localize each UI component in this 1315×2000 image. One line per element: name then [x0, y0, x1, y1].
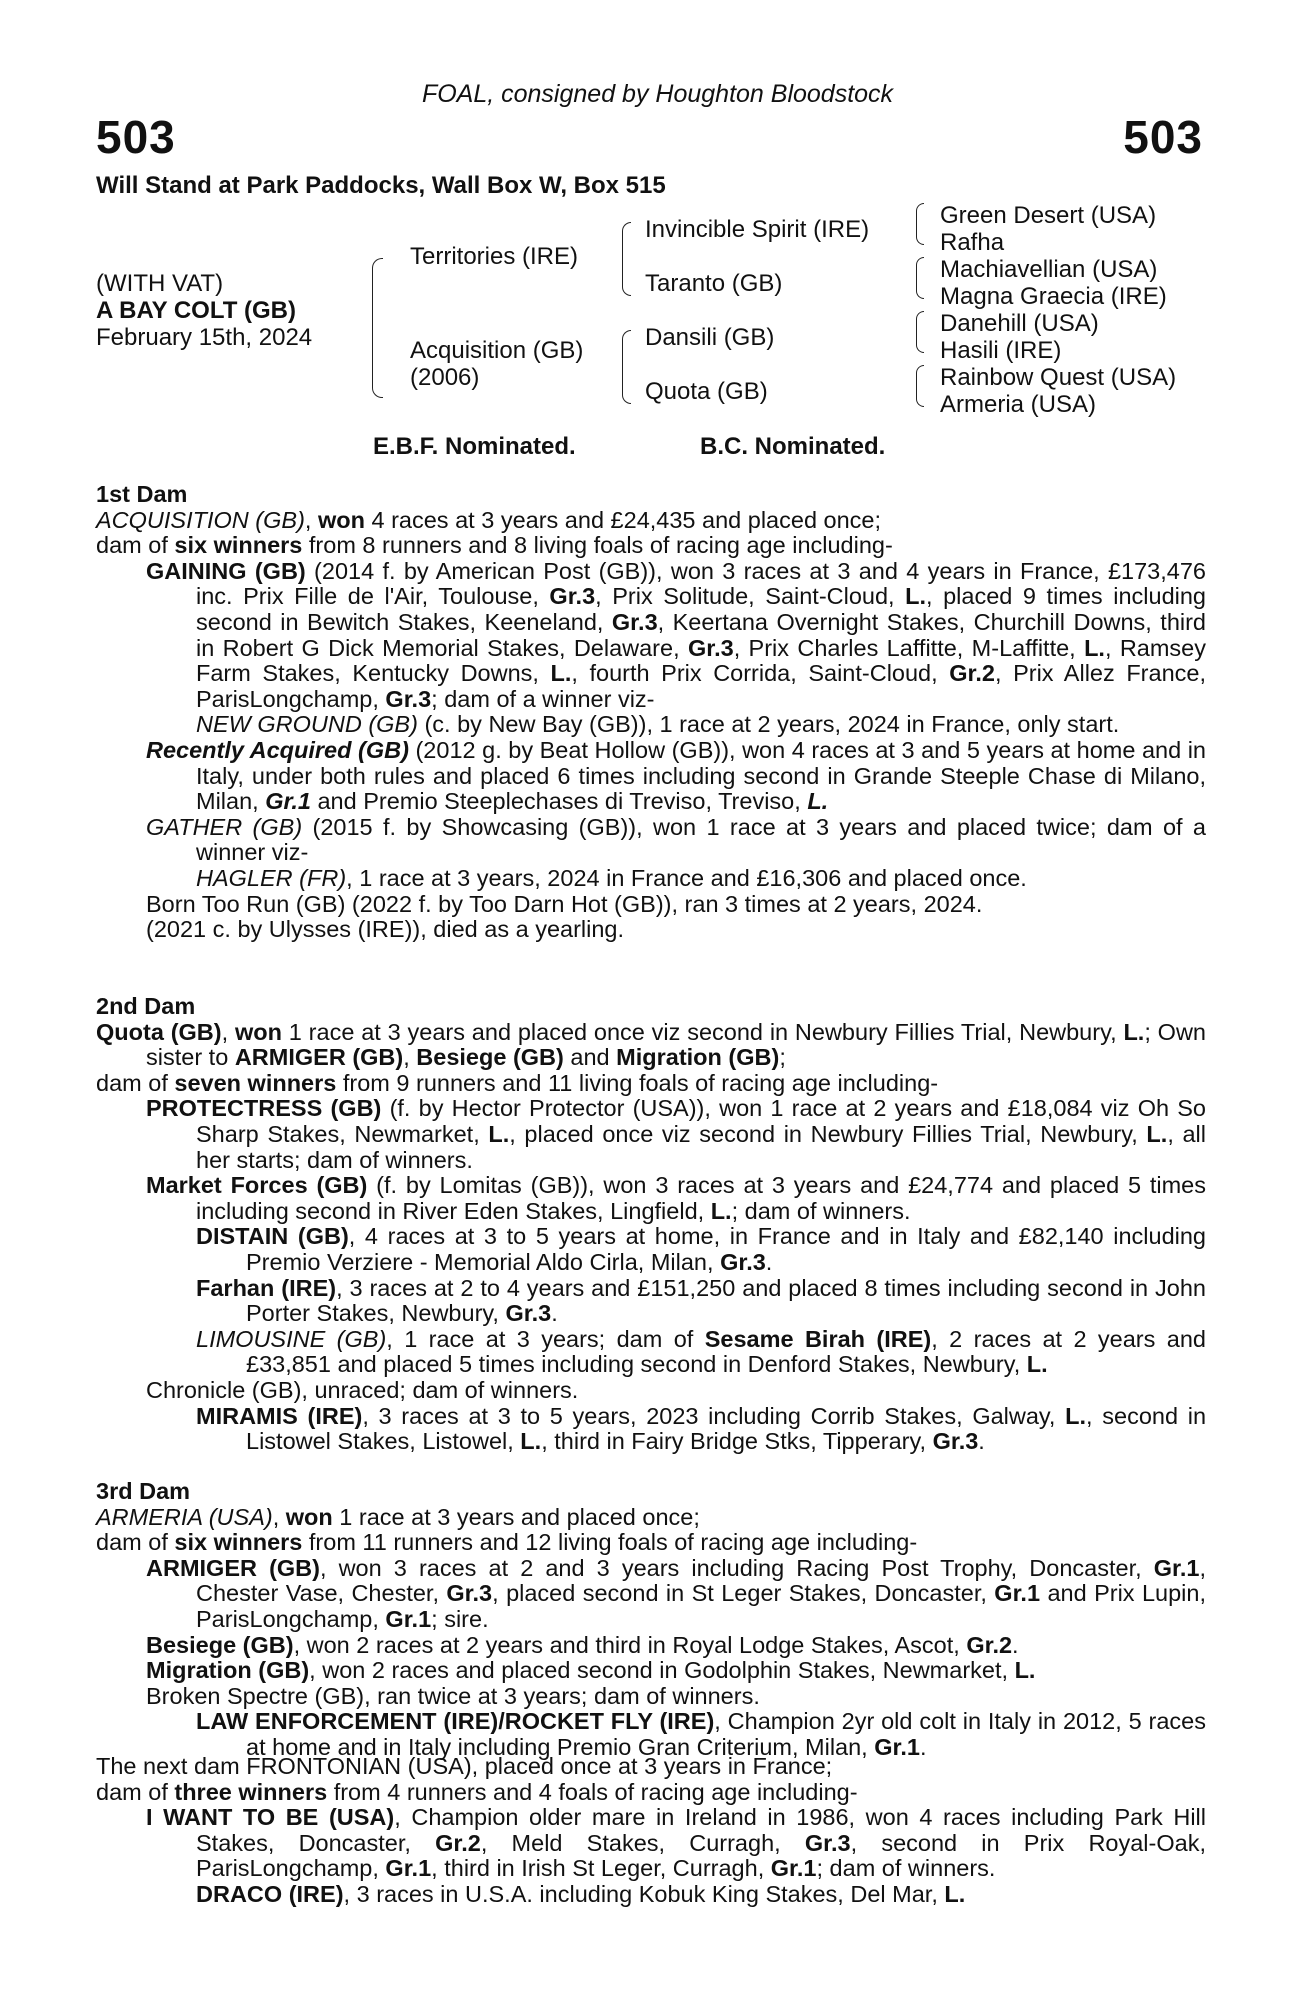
- lot-number-left: 503: [96, 111, 176, 163]
- foaling-date: February 15th, 2024: [96, 324, 313, 351]
- consignment-line: FOAL, consigned by Houghton Bloodstock: [421, 80, 894, 108]
- next-dam-section: [96, 1754, 1206, 1908]
- pedigree-brace-dam: [622, 330, 631, 404]
- gg-1: Green Desert (USA): [940, 202, 1157, 229]
- sire-name: Territories (IRE): [410, 243, 579, 270]
- dam-sire: Dansili (GB): [645, 324, 775, 351]
- third-dam-record: ARMERIA (USA), won 1 race at 3 years and placed once;: [96, 1503, 700, 1530]
- produce-broken-spectre: Broken Spectre (GB), ran twice at 3 years; dam of winners.: [146, 1682, 760, 1709]
- brace-dd: [916, 365, 924, 407]
- sire-dam: Taranto (GB): [645, 270, 783, 297]
- second-dam-heading: 2nd Dam: [96, 993, 196, 1019]
- produce-gaining: GAINING (GB) (2014 f. by American Post (GB)), won 3 races at 3 and 4 years in France, £173,476 inc. Prix Fille de l'Air, Toulouse, Gr.3, Prix Solitude, Saint-Cloud, L., placed 9 times including second in Bewitch Stakes, Keeneland, Gr.3, Keertana Overnight Stakes, Churchill Downs, third in Robert G Dick Memorial Stakes, Delaware, Gr.3, Prix Charles Laffitte, M-Laffitte, L., Ramsey Farm Stakes, Kentucky Downs, L., fourth Prix Corrida, Saint-Cloud, Gr.2, Prix Allez France, ParisLongchamp, Gr.3; dam of a winner viz-: [146, 557, 1207, 712]
- first-dam-heading: 1st Dam: [96, 481, 188, 507]
- stand-location: Will Stand at Park Paddocks, Wall Box W, Box 515: [96, 172, 666, 199]
- produce-limousine: LIMOUSINE (GB), 1 race at 3 years; dam of Sesame Birah (IRE), 2 races at 2 years and £33,851 and placed 5 times including second in Denford Stakes, Newbury, L.: [196, 1325, 1206, 1378]
- third-dam-heading: 3rd Dam: [96, 1478, 191, 1504]
- produce-besiege: Besiege (GB), won 2 races at 2 years and third in Royal Lodge Stakes, Ascot, Gr.2.: [146, 1631, 1019, 1658]
- first-dam-record: ACQUISITION (GB), won 4 races at 3 years and £24,435 and placed once;: [96, 506, 882, 533]
- produce-protectress: PROTECTRESS (GB) (f. by Hector Protector (USA)), won 1 race at 2 years and £18,084 viz Oh So Sharp Stakes, Newmarket, L., placed once viz second in Newbury Fillies Trial, Newbury, L., all her starts; dam of winners.: [146, 1095, 1206, 1173]
- gg-6: Hasili (IRE): [940, 337, 1062, 364]
- brace-ds: [916, 311, 924, 353]
- subject-name: A BAY COLT (GB): [96, 297, 297, 324]
- produce-farhan: Farhan (IRE), 3 races at 2 to 4 years and £151,250 and placed 8 times including second in John Porter Stakes, Newbury, Gr.3.: [196, 1274, 1206, 1327]
- produce-market-forces: Market Forces (GB) (f. by Lomitas (GB)), won 3 races at 3 years and £24,774 and placed 5 times including second in River Eden Stakes, Lingfield, L.; dam of winners.: [146, 1172, 1206, 1224]
- second-dam-section: [96, 994, 1206, 1455]
- gg-3: Machiavellian (USA): [940, 256, 1158, 283]
- gg-5: Danehill (USA): [940, 310, 1099, 337]
- next-dam-produce: dam of three winners from 4 runners and 4 foals of racing age including-: [96, 1778, 858, 1805]
- gg-4: Magna Graecia (IRE): [940, 283, 1167, 310]
- dam-year: (2006): [410, 364, 480, 391]
- produce-armiger: ARMIGER (GB), won 3 races at 2 and 3 years including Racing Post Trophy, Doncaster, Gr.1, Chester Vase, Chester, Gr.3, placed second in St Leger Stakes, Doncaster, Gr.1 and Prix Lupin, ParisLongchamp, Gr.1; sire.: [146, 1554, 1206, 1632]
- brace-ss: [916, 203, 924, 245]
- next-dam-record: The next dam FRONTONIAN (USA), placed once at 3 years in France;: [96, 1753, 833, 1779]
- produce-i-want-to-be: I WANT TO BE (USA), Champion older mare in Ireland in 1986, won 4 races including Park Hill Stakes, Doncaster, Gr.2, Meld Stakes, Curragh, Gr.3, second in Prix Royal-Oak, ParisLongchamp, Gr.1, third in Irish St Leger, Curragh, Gr.1; dam of winners.: [146, 1804, 1206, 1882]
- second-dam-produce: dam of seven winners from 9 runners and 11 living foals of racing age including-: [96, 1069, 939, 1096]
- produce-chronicle: Chronicle (GB), unraced; dam of winners.: [146, 1376, 579, 1403]
- vat-note: (WITH VAT): [96, 270, 224, 297]
- produce-new-ground: NEW GROUND (GB) (c. by New Bay (GB)), 1 race at 2 years, 2024 in France, only start.: [196, 711, 1120, 738]
- ebf-nomination: E.B.F. Nominated.: [373, 433, 576, 460]
- produce-distain: DISTAIN (GB), 4 races at 3 to 5 years at home, in France and in Italy and £82,140 including Premio Verziere - Memorial Aldo Cirla, Milan, Gr.3.: [196, 1223, 1207, 1275]
- third-dam-produce: dam of six winners from 11 runners and 12 living foals of racing age including-: [96, 1529, 918, 1556]
- first-dam-produce: dam of six winners from 8 runners and 8 living foals of racing age including-: [96, 532, 893, 559]
- gg-7: Rainbow Quest (USA): [940, 364, 1177, 391]
- brace-sd: [916, 257, 924, 299]
- produce-gather: GATHER (GB) (2015 f. by Showcasing (GB)), won 1 race at 3 years and placed twice; dam of a winner viz-: [146, 813, 1206, 866]
- gg-2: Rafha: [940, 229, 1005, 256]
- gg-8: Armeria (USA): [940, 391, 1097, 418]
- second-dam-record: Quota (GB), won 1 race at 3 years and placed once viz second in Newbury Fillies Trial, Newbury, L.; Own sister to ARMIGER (GB), Besiege (GB) and Migration (GB);: [96, 1018, 1206, 1071]
- lot-number-right: 503: [1123, 111, 1203, 163]
- third-dam-section: [96, 1479, 1206, 1761]
- first-dam-section: [96, 482, 1206, 943]
- produce-law-enforcement: LAW ENFORCEMENT (IRE)/ROCKET FLY (IRE), Champion 2yr old colt in Italy in 2012, 5 races at home and in Italy including Premio Gran Criterium, Milan, Gr.1.: [196, 1708, 1206, 1760]
- pedigree-brace-sire: [622, 222, 631, 296]
- produce-recently-acquired: Recently Acquired (GB) (2012 g. by Beat Hollow (GB)), won 4 races at 3 and 5 years at home and in Italy, under both rules and placed 6 times including second in Grande Steeple Chase di Milano, Milan, Gr.1 and Premio Steeplechases di Treviso, Treviso, L.: [146, 736, 1206, 815]
- produce-2021-colt: (2021 c. by Ulysses (IRE)), died as a yearling.: [146, 916, 625, 943]
- produce-hagler: HAGLER (FR), 1 race at 3 years, 2024 in France and £16,306 and placed once.: [196, 864, 1027, 891]
- produce-draco: DRACO (IRE), 3 races in U.S.A. including Kobuk King Stakes, Del Mar, L.: [196, 1880, 966, 1907]
- bc-nomination: B.C. Nominated.: [700, 433, 886, 460]
- sire-sire: Invincible Spirit (IRE): [645, 216, 870, 243]
- produce-born-too-run: Born Too Run (GB) (2022 f. by Too Darn Hot (GB)), ran 3 times at 2 years, 2024.: [146, 890, 983, 917]
- dam-name: Acquisition (GB): [410, 337, 584, 364]
- produce-migration: Migration (GB), won 2 races and placed second in Godolphin Stakes, Newmarket, L.: [146, 1657, 1036, 1684]
- dam-dam: Quota (GB): [645, 378, 768, 405]
- pedigree-brace-main: [372, 258, 383, 398]
- produce-miramis: MIRAMIS (IRE), 3 races at 3 to 5 years, 2023 including Corrib Stakes, Galway, L., second in Listowel Stakes, Listowel, L., third in Fairy Bridge Stks, Tipperary, Gr.3.: [196, 1402, 1207, 1455]
